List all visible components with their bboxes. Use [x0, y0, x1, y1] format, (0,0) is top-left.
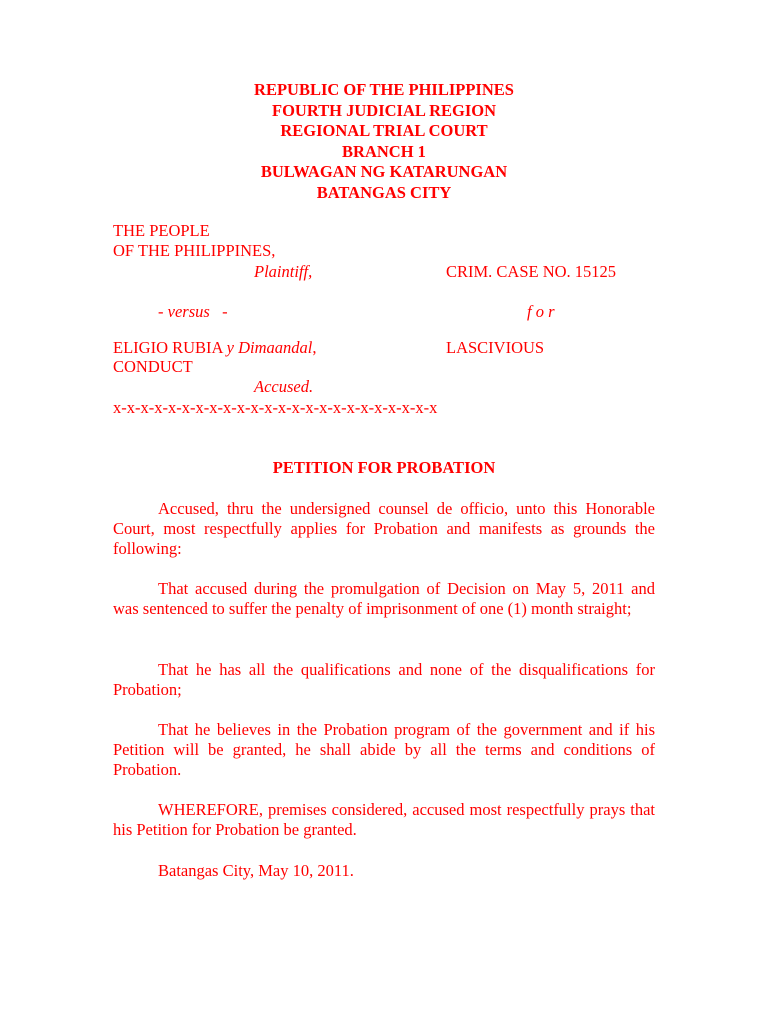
header-city: BATANGAS CITY: [316, 182, 452, 202]
paragraph-intro: Accused, thru the undersigned counsel de officio, unto this Honorable Court, most respectfully applies for Probation and manifests as grounds the following:: [113, 499, 655, 558]
header-court: REGIONAL TRIAL COURT: [280, 121, 488, 140]
document-title: PETITION FOR PROBATION: [272, 458, 496, 477]
offense-part-1: LASCIVIOUS: [446, 338, 545, 357]
paragraph-sentence: That accused during the promulgation of Decision on May 5, 2011 and was sentenced to suffer the penalty of imprisonment of one (1) month straight;: [113, 579, 655, 618]
date-line: Batangas City, May 10, 2011.: [158, 861, 354, 880]
header-branch: BRANCH 1: [342, 141, 426, 161]
accused-name: ELIGIO RUBIA: [113, 338, 223, 357]
paragraph-qualifications: That he has all the qualifications and none of the disqualifications for Probation;: [113, 660, 655, 699]
for-label: f o r: [527, 302, 555, 321]
accused-comma: ,: [312, 338, 317, 357]
header-hall: BULWAGAN NG KATARUNGAN: [260, 162, 508, 181]
paragraph-belief: That he believes in the Probation program of the government and if his Petition will be granted, he shall abide by all the terms and conditions of Probation.: [113, 720, 655, 779]
offense-part-2: CONDUCT: [113, 357, 193, 376]
accused-role: Accused.: [254, 377, 314, 396]
header-region: FOURTH JUDICIAL REGION: [271, 100, 497, 120]
accused-middle-name: y Dimaandal: [226, 338, 313, 357]
versus-label: - versus -: [158, 302, 228, 321]
plaintiff-line-2: OF THE PHILIPPINES,: [113, 241, 276, 260]
paragraph-prayer: WHEREFORE, premises considered, accused most respectfully prays that his Petition for Probation be granted.: [113, 800, 655, 839]
accused-name-line: [113, 338, 316, 358]
plaintiff-role: Plaintiff,: [254, 262, 313, 281]
court-header: [110, 80, 658, 203]
caption-divider: x-x-x-x-x-x-x-x-x-x-x-x-x-x-x-x-x-x-x-x-x-x-x-x: [113, 398, 438, 417]
header-republic: REPUBLIC OF THE PHILIPPINES: [254, 80, 514, 99]
case-number: CRIM. CASE NO. 15125: [446, 262, 617, 281]
plaintiff-line-1: THE PEOPLE: [113, 221, 210, 240]
